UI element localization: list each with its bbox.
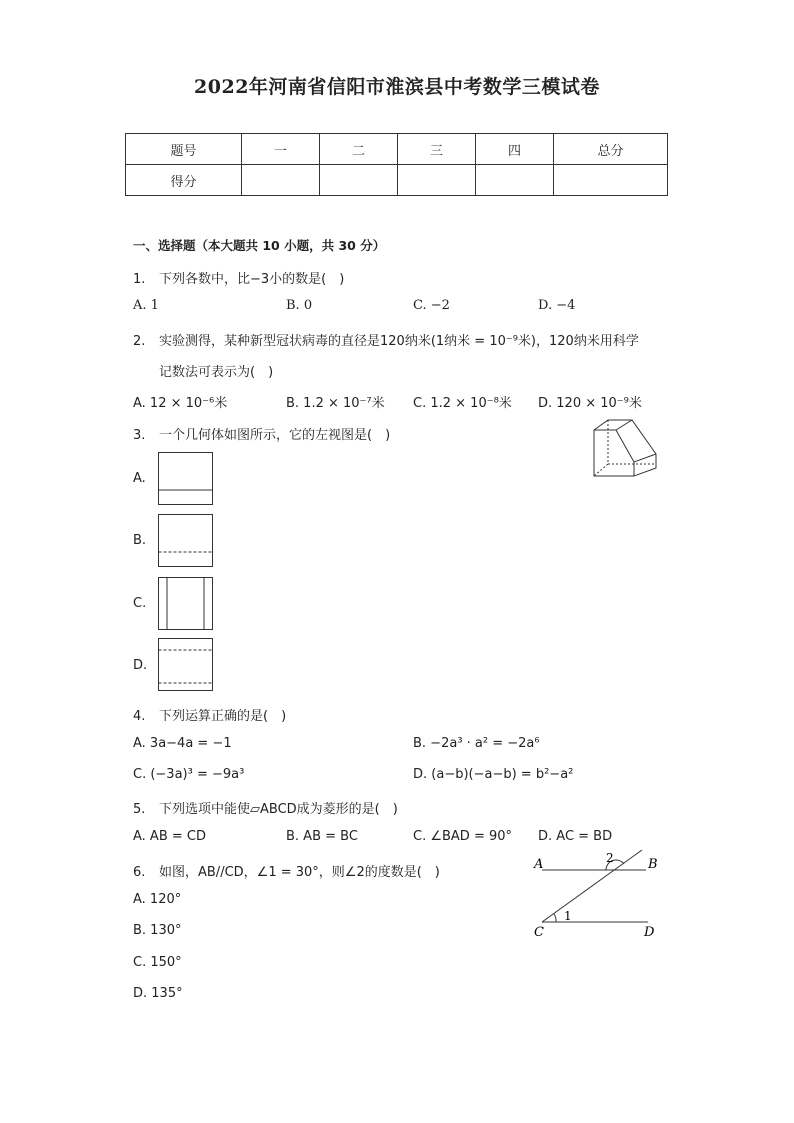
q3-option-d-label: D. [133, 658, 148, 673]
label-a: A [534, 857, 544, 872]
label-b: B [648, 857, 658, 872]
question-2 [133, 330, 639, 349]
q1-option-a: A. 1 [133, 298, 159, 313]
question-4 [133, 705, 286, 724]
score-header-cell: 三 [398, 134, 476, 165]
question-number: 2. [133, 334, 146, 349]
question-text-line1: 实验测得，某种新型冠状病毒的直径是120纳米(1纳米 = 10⁻⁹米)，120纳米用科学 [159, 334, 639, 349]
q6-option-d: D. 135° [133, 986, 183, 1001]
q3-option-d-view [158, 638, 214, 692]
q3-option-b-label: B. [133, 533, 147, 548]
q3-option-c-label: C. [133, 596, 147, 611]
q1-option-b: B. 0 [286, 298, 313, 313]
score-cell [476, 165, 554, 196]
question-text: 一个几何体如图所示，它的左视图是( ) [159, 428, 391, 443]
score-header-cell: 四 [476, 134, 554, 165]
q1-option-c: C. −2 [413, 298, 450, 313]
question-text: 下列运算正确的是( ) [159, 709, 287, 724]
q5-option-a: A. AB = CD [133, 829, 206, 844]
score-cell [554, 165, 668, 196]
q3-option-a-label: A. [133, 471, 146, 486]
score-cell [242, 165, 320, 196]
question-1 [133, 268, 344, 287]
q6-option-b: B. 130° [133, 923, 182, 938]
score-cell [398, 165, 476, 196]
question-text: 下列各数中，比−3小的数是( ) [159, 272, 345, 287]
q5-option-b: B. AB = BC [286, 829, 358, 844]
q2-option-c: C. 1.2 × 10⁻⁸米 [413, 396, 512, 411]
question-number: 6. [133, 865, 146, 880]
score-table-score-row [126, 165, 668, 196]
score-table-header-row [126, 134, 668, 165]
score-header-cell: 题号 [126, 134, 242, 165]
label-d: D [644, 925, 655, 940]
q6-option-a: A. 120° [133, 892, 182, 907]
question-number: 3. [133, 428, 146, 443]
question-text: 如图，AB//CD，∠1 = 30°，则∠2的度数是( ) [159, 865, 440, 880]
question-number: 1. [133, 272, 146, 287]
angle-2-label: 2 [606, 851, 614, 865]
question-number: 5. [133, 802, 146, 817]
score-table [125, 133, 668, 196]
score-cell [320, 165, 398, 196]
question-5 [133, 798, 398, 817]
q1-option-d: D. −4 [538, 298, 576, 313]
q4-option-b: B. −2a³ · a² = −2a⁶ [413, 736, 540, 751]
label-c: C [534, 925, 544, 940]
page-title: 2022年河南省信阳市淮滨县中考数学三模试卷 [194, 76, 600, 98]
q2-option-b: B. 1.2 × 10⁻⁷米 [286, 396, 385, 411]
score-header-cell: 一 [242, 134, 320, 165]
question-number: 4. [133, 709, 146, 724]
q5-option-d: D. AC = BD [538, 829, 613, 844]
q4-option-c: C. (−3a)³ = −9a³ [133, 767, 245, 782]
question-6 [133, 861, 440, 880]
q2-option-d: D. 120 × 10⁻⁹米 [538, 396, 642, 411]
section-heading: 一、选择题（本大题共 10 小题，共 30 分） [133, 238, 386, 253]
q6-parallel-lines-figure [530, 848, 660, 940]
score-header-cell: 二 [320, 134, 398, 165]
score-row-label: 得分 [126, 165, 242, 196]
q3-solid-figure [588, 416, 660, 480]
question-text: 下列选项中能使▱ABCD成为菱形的是( ) [159, 802, 398, 817]
question-2-line2: 记数法可表示为( ) [159, 365, 274, 380]
q3-option-c-view [158, 577, 214, 631]
question-3 [133, 424, 390, 443]
q3-option-b-view [158, 514, 214, 568]
score-header-cell: 总分 [554, 134, 668, 165]
q4-option-a: A. 3a−4a = −1 [133, 736, 232, 751]
angle-1-label: 1 [564, 909, 572, 923]
q6-option-c: C. 150° [133, 955, 182, 970]
q2-option-a: A. 12 × 10⁻⁶米 [133, 396, 228, 411]
q5-option-c: C. ∠BAD = 90° [413, 829, 513, 844]
q4-option-d: D. (a−b)(−a−b) = b²−a² [413, 767, 574, 782]
q3-option-a-view [158, 452, 214, 506]
